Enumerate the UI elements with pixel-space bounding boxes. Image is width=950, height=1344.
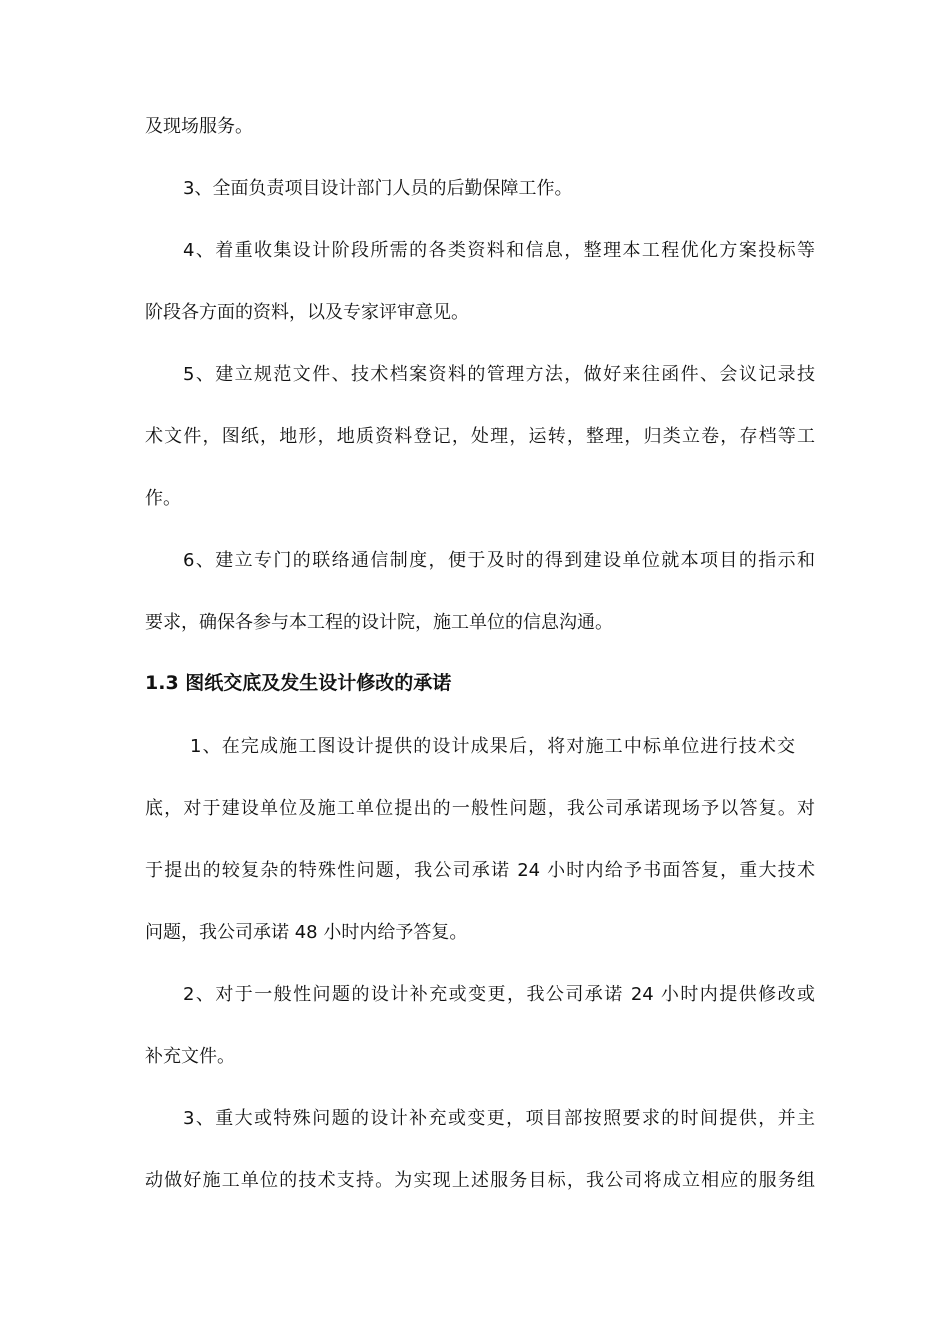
paragraph-line: 1、在完成施工图设计提供的设计成果后，将对施工中标单位进行技术交 — [190, 736, 795, 757]
paragraph-line: 于提出的较复杂的特殊性问题，我公司承诺 24 小时内给予书面答复，重大技术 — [145, 860, 815, 881]
paragraph-line: 要求，确保各参与本工程的设计院，施工单位的信息沟通。 — [145, 612, 613, 633]
paragraph-line: 及现场服务。 — [145, 116, 253, 137]
paragraph-line: 4、着重收集设计阶段所需的各类资料和信息，整理本工程优化方案投标等 — [183, 240, 815, 261]
paragraph-line: 问题，我公司承诺 48 小时内给予答复。 — [145, 922, 468, 943]
paragraph-line: 3、全面负责项目设计部门人员的后勤保障工作。 — [183, 178, 573, 199]
paragraph-line: 3、重大或特殊问题的设计补充或变更，项目部按照要求的时间提供，并主 — [183, 1108, 815, 1129]
paragraph-line: 作。 — [145, 488, 181, 509]
paragraph-line: 补充文件。 — [145, 1046, 235, 1067]
paragraph-line: 阶段各方面的资料，以及专家评审意见。 — [145, 302, 469, 323]
section-heading: 1.3 图纸交底及发生设计修改的承诺 — [145, 672, 452, 694]
paragraph-line: 2、对于一般性问题的设计补充或变更，我公司承诺 24 小时内提供修改或 — [183, 984, 815, 1005]
paragraph-line: 6、建立专门的联络通信制度，便于及时的得到建设单位就本项目的指示和 — [183, 550, 815, 571]
paragraph-line: 底，对于建设单位及施工单位提出的一般性问题，我公司承诺现场予以答复。对 — [145, 798, 815, 819]
paragraph-line: 术文件，图纸，地形，地质资料登记，处理，运转，整理，归类立卷，存档等工 — [145, 426, 815, 447]
paragraph-line: 动做好施工单位的技术支持。为实现上述服务目标，我公司将成立相应的服务组 — [145, 1170, 815, 1191]
paragraph-line: 5、建立规范文件、技术档案资料的管理方法，做好来往函件、会议记录技 — [183, 364, 815, 385]
